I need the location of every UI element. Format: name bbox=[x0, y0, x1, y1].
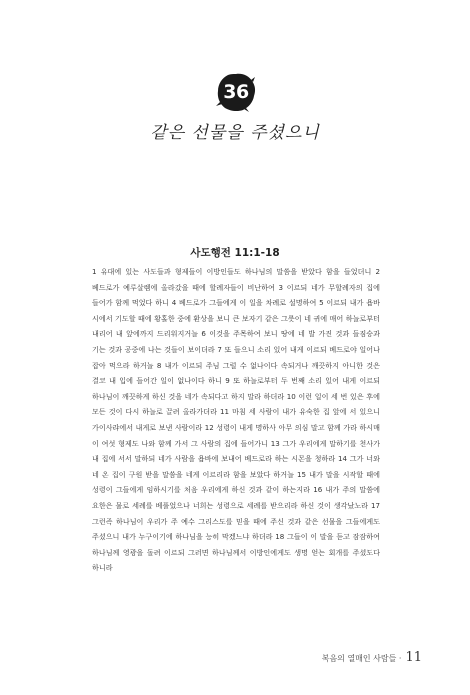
chapter-number-badge bbox=[216, 72, 256, 112]
page-footer bbox=[322, 650, 422, 665]
chapter-title: 같은 선물을 주셨으니 bbox=[150, 123, 320, 143]
chapter-number: 36 bbox=[223, 81, 249, 103]
page-number: 11 bbox=[405, 650, 422, 665]
running-title: 복음의 열매인 사람들 · bbox=[321, 654, 402, 663]
scripture-text: 1 유대에 있는 사도들과 형제들이 이방인들도 하나님의 말씀을 받았다 함을 들었더니 2 베드로가 예루살렘에 올라갔을 때에 할례자들이 비난하여 3 이르되 네가 무할례자의 집에 들어가 함께 먹었다 하니 4 베드로가 그들에게 이 일을 차례로 설명하여 5 이르되 내가 욥바 시에서 기도할 때에 황홀한 중에 환상을 보니 큰 보자기 같은 그릇이 네 귀에 매어 하늘로부터 내리어 내 앞에까지 드리워지거늘 6 이것을 주목하여 보니 땅에 네 발 가진 것과 들짐승과 기는 것과 공중에 나는 것들이 보이더라 7 또 들으니 소리 있어 내게 이르되 베드로야 일어나 잡아 먹으라 하거늘 8 내가 이르되 주님 그럴 수 없나이다 속되거나 깨끗하지 아니한 것은 결코 내 입에 들어간 일이 없나이다 하니 9 또 하늘로부터 두 번째 소리 있어 내게 이르되 하나님이 깨끗하게 하신 것을 네가 속되다고 하지 말라 하더라 10 이런 일이 세 번 있은 후에 모든 것이 다시 하늘로 끌려 올라가더라 11 마침 세 사람이 내가 유숙한 집 앞에 서 있으니 가이사랴에서 내게로 보낸 사람이라 12 성령이 내게 명하사 아무 의심 말고 함께 가라 하시매 이 여섯 형제도 나와 함께 가서 그 사람의 집에 들어가니 13 그가 우리에게 말하기를 천사가 내 집에 서서 말하되 네가 사람을 욥바에 보내어 베드로라 하는 시몬을 청하라 14 그가 너와 네 온 집이 구원 받을 말씀을 네게 이르리라 함을 보았다 하거늘 15 내가 말을 시작할 때에 성령이 그들에게 임하시기를 처음 우리에게 하신 것과 같이 하는지라 16 내가 주의 말씀에 요한은 물로 세례를 베풀었으나 너희는 성령으로 세례를 받으리라 하신 것이 생각났노라 17 그런즉 하나님이 우리가 주 예수 그리스도를 믿을 때에 주신 것과 같은 선물을 그들에게도 주셨으니 내가 누구이기에 하나님을 능히 막겠느냐 하더라 18 그들이 이 말을 듣고 잠잠하여 하나님께 영광을 돌려 이르되 그러면 하나님께서 이방인에게도 생명 얻는 회개를 주셨도다 하니라 bbox=[92, 267, 380, 573]
passage-reference: 사도행전 11:1-18 bbox=[190, 247, 280, 259]
